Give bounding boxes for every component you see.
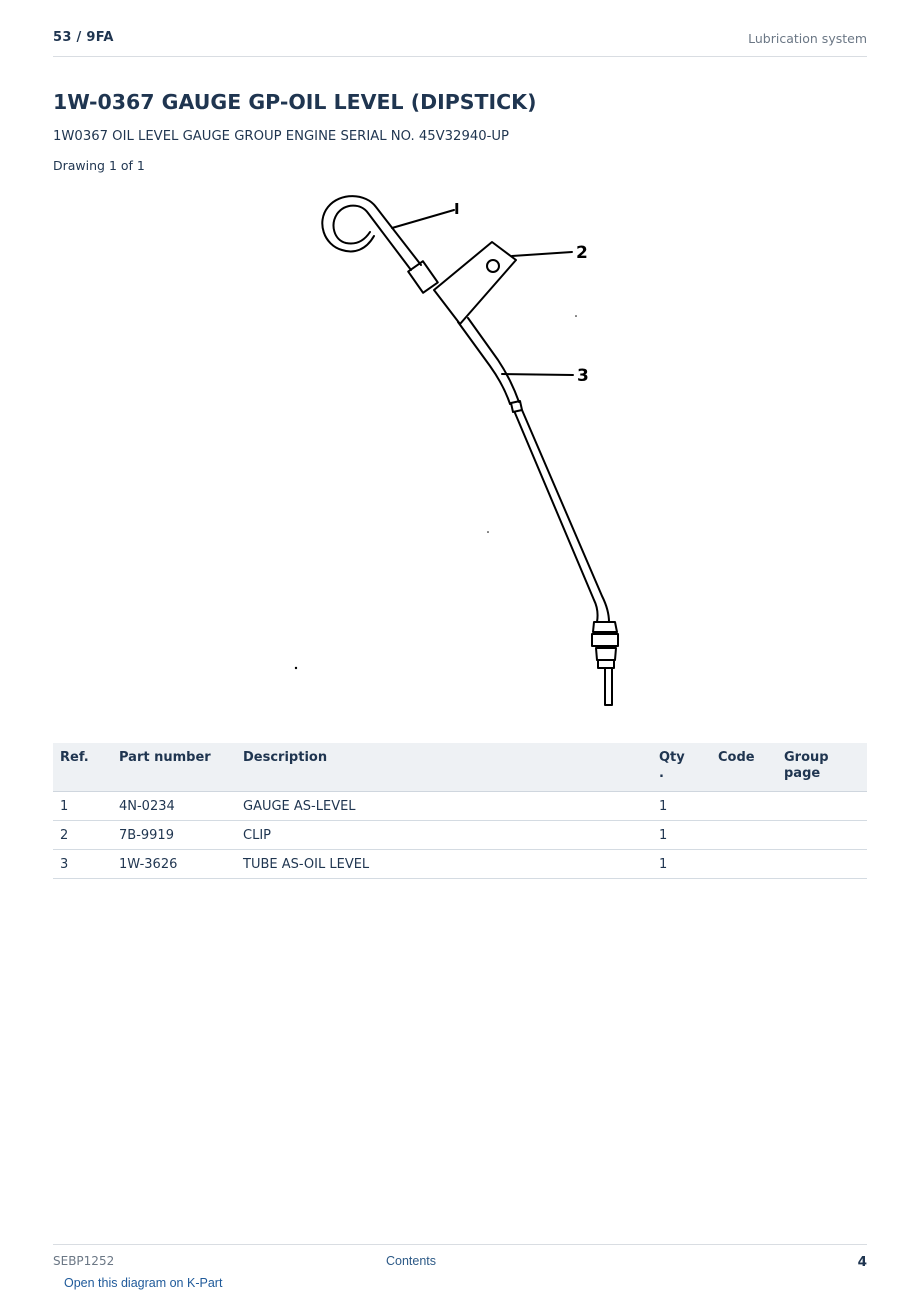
page-subtitle: 1W0367 OIL LEVEL GAUGE GROUP ENGINE SERIAL NO. 45V32940-UP <box>53 129 509 144</box>
cell-group-page <box>777 792 867 821</box>
cell-group-page <box>777 821 867 850</box>
cell-part-number: 4N-0234 <box>112 792 236 821</box>
header-qty: Qty . <box>652 743 711 792</box>
page-title: 1W-0367 GAUGE GP-OIL LEVEL (DIPSTICK) <box>53 90 537 114</box>
page-reference: 53 / 9FA <box>53 30 114 45</box>
tube-upper-left <box>458 322 510 404</box>
tube-lower-left <box>515 413 598 622</box>
dipstick-handle-outer <box>322 196 421 265</box>
page-header <box>53 28 867 57</box>
cell-description: TUBE AS-OIL LEVEL <box>236 850 652 879</box>
dipstick-diagram <box>290 185 630 715</box>
document-code: SEBP1252 <box>53 1254 115 1268</box>
cell-qty: 1 <box>652 821 711 850</box>
dipstick-ferrule <box>408 261 438 293</box>
speck <box>295 667 297 669</box>
contents-link[interactable]: Contents <box>386 1254 437 1268</box>
cell-ref: 2 <box>53 821 112 850</box>
table-row <box>53 850 867 879</box>
speck <box>575 315 577 317</box>
callout-1-label: I <box>454 200 460 218</box>
page-number: 4 <box>857 1254 867 1270</box>
header-ref: Ref. <box>53 743 112 792</box>
tube-lower-right <box>522 410 609 622</box>
header-part-number: Part number <box>112 743 236 792</box>
table-header-row <box>53 743 867 792</box>
cell-qty: 1 <box>652 850 711 879</box>
header-group-page: Group page <box>777 743 867 792</box>
cell-code <box>711 850 777 879</box>
cell-ref: 1 <box>53 792 112 821</box>
cell-description: GAUGE AS-LEVEL <box>236 792 652 821</box>
table-row <box>53 821 867 850</box>
page-footer <box>53 1244 867 1273</box>
parts-table <box>53 743 867 879</box>
cell-description: CLIP <box>236 821 652 850</box>
callout-2-leader <box>512 252 572 256</box>
clip-hole <box>487 260 499 272</box>
tube-end <box>605 668 612 705</box>
cell-part-number: 7B-9919 <box>112 821 236 850</box>
tube-fitting <box>592 622 618 668</box>
clip-bracket <box>434 242 516 324</box>
callout-2-label: 2 <box>576 243 588 263</box>
cell-qty: 1 <box>652 792 711 821</box>
cell-code <box>711 792 777 821</box>
table-row <box>53 792 867 821</box>
cell-code <box>711 821 777 850</box>
callout-3-leader <box>502 374 573 375</box>
tube-coupling <box>511 401 522 412</box>
tube-upper-right <box>468 318 519 402</box>
header-code: Code <box>711 743 777 792</box>
section-name: Lubrication system <box>748 31 867 46</box>
cell-group-page <box>777 850 867 879</box>
speck <box>487 531 489 533</box>
cell-ref: 3 <box>53 850 112 879</box>
cell-part-number: 1W-3626 <box>112 850 236 879</box>
callout-3-label: 3 <box>577 366 589 386</box>
open-kpart-link[interactable]: Open this diagram on K-Part <box>64 1276 223 1290</box>
drawing-caption: Drawing 1 of 1 <box>53 158 145 173</box>
header-description: Description <box>236 743 652 792</box>
callout-1-leader <box>392 210 454 228</box>
